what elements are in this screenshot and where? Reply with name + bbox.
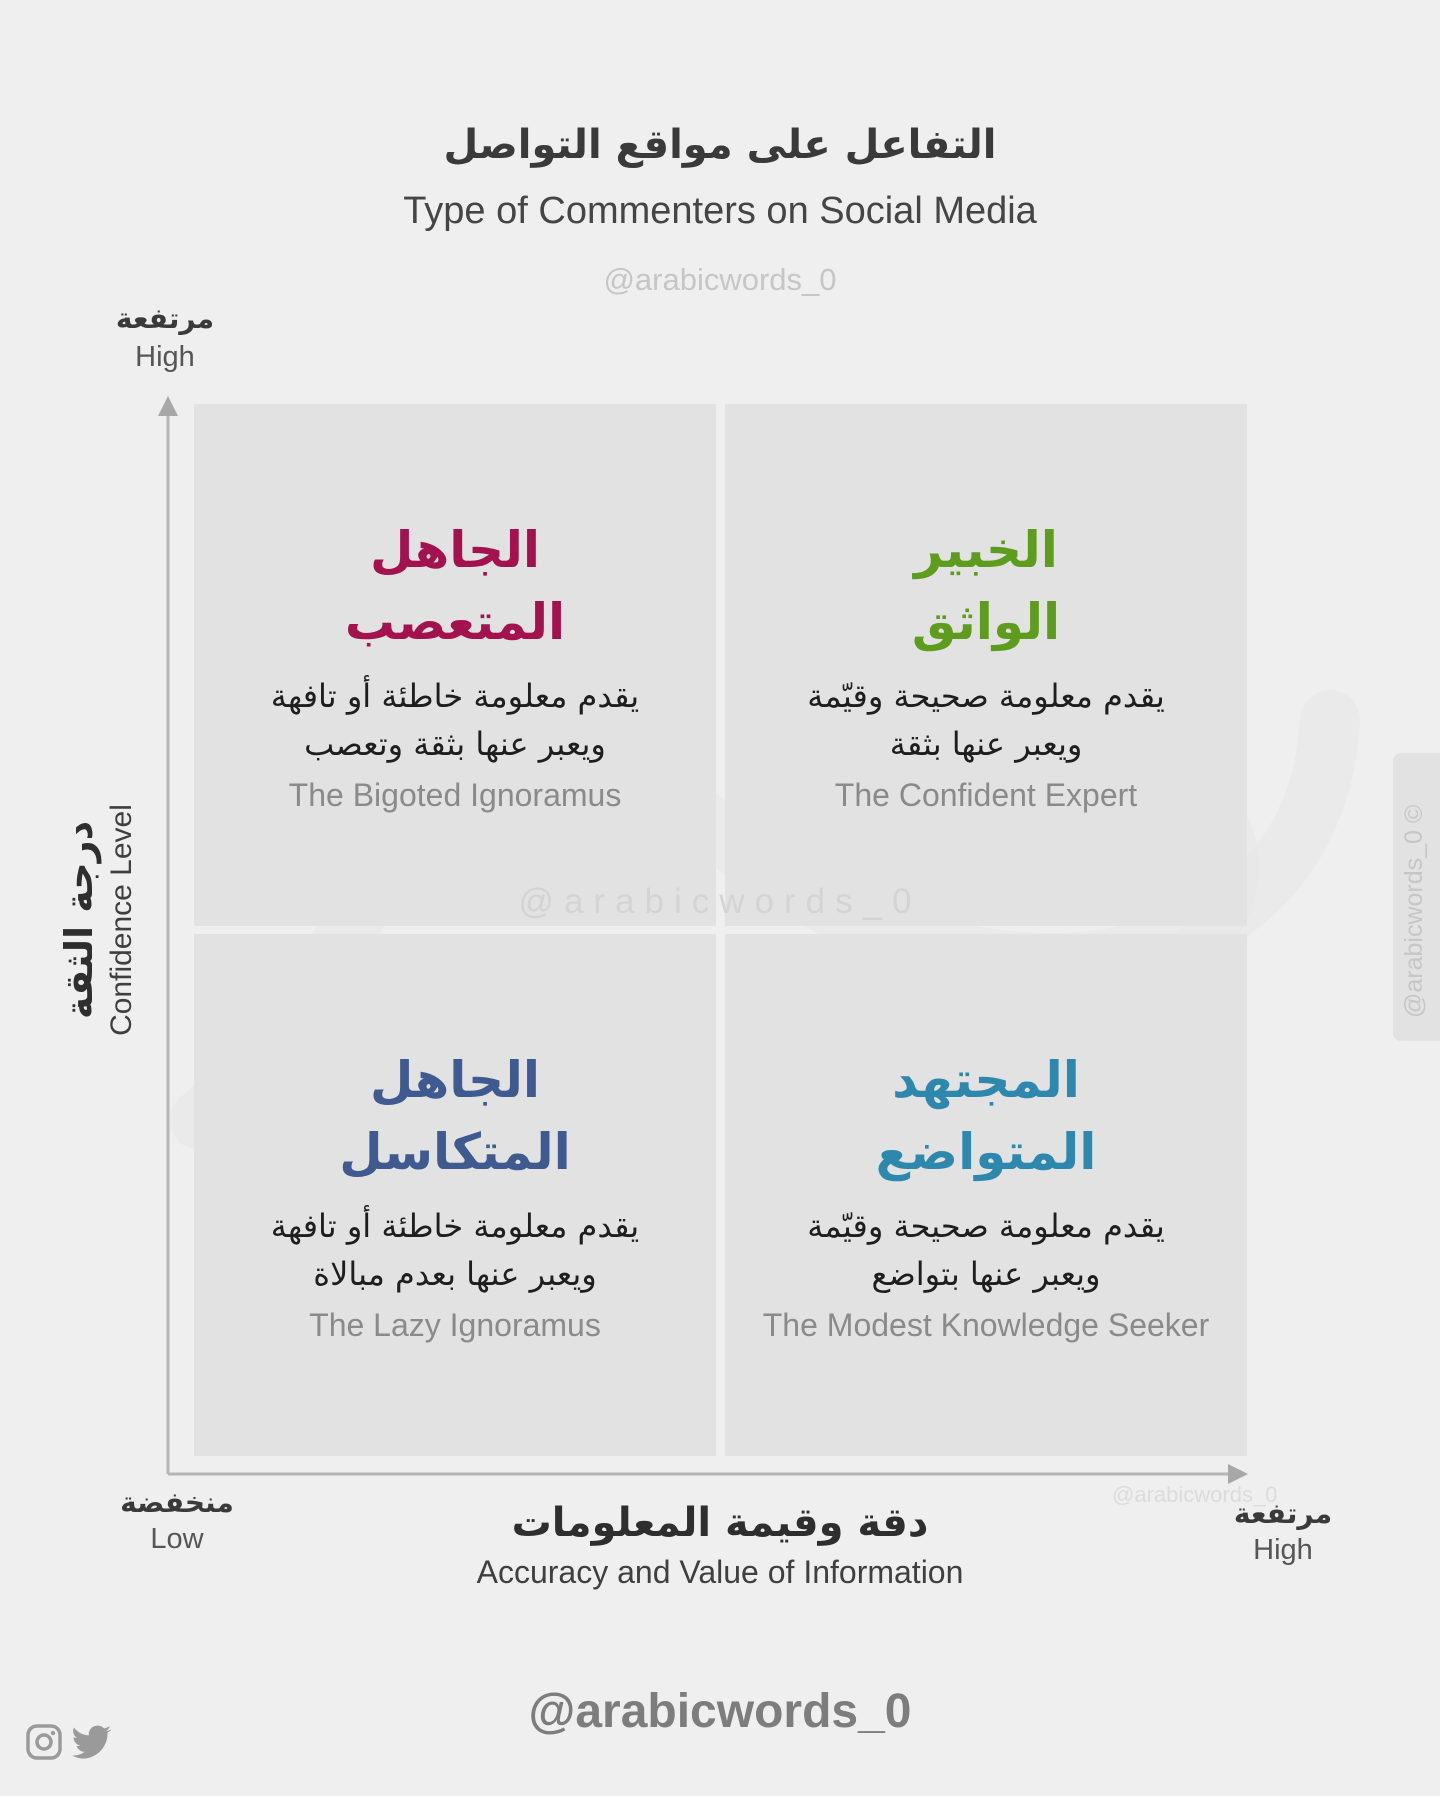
- y-axis-arrow: [158, 396, 178, 416]
- x-axis-title-arabic: دقة وقيمة المعلومات: [511, 1500, 929, 1546]
- quadrant-title-line1: الجاهل: [369, 1051, 541, 1109]
- twitter-icon[interactable]: [70, 1722, 116, 1762]
- quadrant-title-line2: المتواضع: [875, 1123, 1097, 1181]
- title-arabic: التفاعل على مواقع التواصل: [443, 122, 997, 168]
- x-axis-title-english: Accuracy and Value of Information: [476, 1554, 964, 1590]
- y-axis-high-english: High: [135, 341, 195, 373]
- description-line1: يقدم معلومة خاطئة أو تافهة: [270, 677, 640, 715]
- x-axis-high-arabic: مرتفعة: [1233, 1497, 1333, 1530]
- title-english: Type of Commenters on Social Media: [403, 190, 1037, 232]
- y-axis-title: [57, 750, 167, 1090]
- x-axis-low-english: Low: [150, 1523, 204, 1555]
- quadrant-title-line2: الواثق: [911, 593, 1061, 651]
- x-axis-high-english: High: [1253, 1534, 1313, 1566]
- quadrant-title-line1: الجاهل: [369, 521, 541, 579]
- social-icons: [24, 1722, 124, 1762]
- description-line1: يقدم معلومة خاطئة أو تافهة: [270, 1207, 640, 1245]
- footer-handle: @arabicwords_0: [528, 1685, 912, 1738]
- x-axis-arrow: [1228, 1464, 1248, 1484]
- description-line2: ويعبر عنها بثقة: [889, 725, 1083, 763]
- x-axis-title: [340, 1500, 1100, 1591]
- center-watermark: @arabicwords_0: [518, 882, 922, 921]
- description-line1: يقدم معلومة صحيحة وقيّمة: [807, 677, 1165, 715]
- quadrant-title-line2: المتكاسل: [339, 1123, 571, 1181]
- y-axis-title-english: Confidence Level: [105, 804, 138, 1036]
- instagram-icon[interactable]: [24, 1722, 64, 1762]
- corner-watermark: @arabicwords_0: [1112, 1482, 1278, 1507]
- quadrant-title-line1: المجتهد: [892, 1051, 1080, 1109]
- quadrant-english-name: The Confident Expert: [834, 777, 1138, 813]
- side-watermark: @arabicwords_0 ©: [1400, 804, 1428, 1018]
- description-line2: ويعبر عنها بعدم مبالاة: [313, 1255, 597, 1293]
- description-line2: ويعبر عنها بثقة وتعصب: [304, 725, 606, 763]
- description-line1: يقدم معلومة صحيحة وقيّمة: [807, 1207, 1165, 1245]
- quadrant-title-line2: المتعصب: [344, 593, 566, 651]
- y-axis-title-arabic: درجة الثقة: [57, 820, 101, 1020]
- y-axis-high-arabic: مرتفعة: [115, 302, 215, 335]
- quadrant-english-name: The Bigoted Ignoramus: [288, 777, 622, 813]
- description-line2: ويعبر عنها بتواضع: [871, 1255, 1101, 1293]
- x-axis-low-arabic: منخفضة: [120, 1486, 234, 1519]
- header-handle: @arabicwords_0: [603, 262, 837, 297]
- quadrant-english-name: The Modest Knowledge Seeker: [762, 1307, 1210, 1343]
- quadrant-title-line1: الخبير: [914, 521, 1058, 579]
- quadrant-english-name: The Lazy Ignoramus: [309, 1307, 601, 1343]
- x-axis-low-label: [97, 1486, 257, 1556]
